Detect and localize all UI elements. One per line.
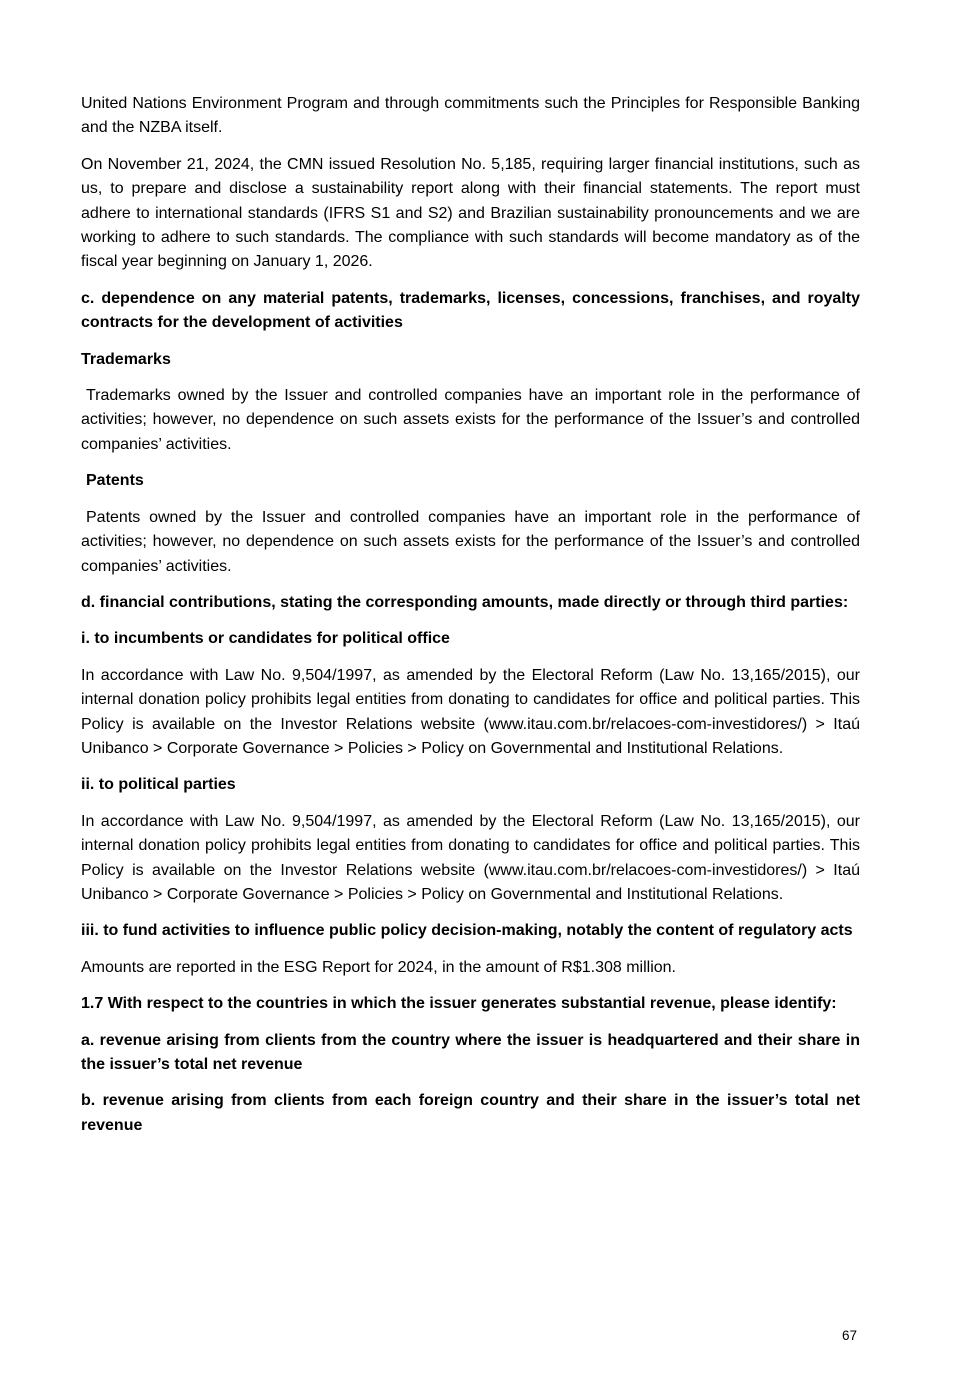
section-heading: a. revenue arising from clients from the country where the issuer is headquartered and their share in the issuer’s total net revenue bbox=[81, 1031, 860, 1073]
page-number: 67 bbox=[841, 1328, 857, 1343]
section-heading: 1.7 With respect to the countries in which the issuer generates substantial revenue, please identify: bbox=[81, 995, 837, 1013]
document-body bbox=[81, 92, 860, 1150]
section-heading: Trademarks bbox=[81, 350, 171, 368]
body-paragraph: Patents owned by the Issuer and controlled companies have an important role in the performance of activities; however, no dependence on such assets exists for the performance of the Issuer’s and controlled companies’ activities. bbox=[81, 508, 860, 575]
section-heading: b. revenue arising from clients from each foreign country and their share in the issuer’s total net revenue bbox=[81, 1092, 860, 1134]
section-heading: i. to incumbents or candidates for political office bbox=[81, 630, 450, 648]
section-heading: d. financial contributions, stating the corresponding amounts, made directly or through third parties: bbox=[81, 593, 849, 611]
section-heading: ii. to political parties bbox=[81, 776, 236, 794]
body-paragraph: Trademarks owned by the Issuer and controlled companies have an important role in the performance of activities; however, no dependence on such assets exists for the performance of the Issuer’s and controlled companies’ activities. bbox=[81, 387, 860, 453]
body-paragraph: In accordance with Law No. 9,504/1997, as amended by the Electoral Reform (Law No. 13,165/2015), our internal donation policy prohibits legal entities from donating to candidates for office and political parties. This Policy is available on the Investor Relations website (www.itau.com.br/relacoes-com-investidores/) > Itaú Unibanco > Corporate Governance > Policies > Policy on Governmental and Institutional Relations. bbox=[81, 666, 860, 757]
body-paragraph: On November 21, 2024, the CMN issued Resolution No. 5,185, requiring larger financial institutions, such as us, to prepare and disclose a sustainability report along with their financial statements. The report must adhere to international standards (IFRS S1 and S2) and Brazilian sustainability pronouncements and we are working to adhere to such standards. The compliance with such standards will become mandatory as of the fiscal year beginning on January 1, 2026. bbox=[81, 155, 860, 271]
body-paragraph: Amounts are reported in the ESG Report for 2024, in the amount of R$1.308 million. bbox=[81, 958, 676, 976]
section-heading: c. dependence on any material patents, trademarks, licenses, concessions, franchises, and royalty contracts for the development of activities bbox=[81, 289, 860, 332]
section-heading: Patents bbox=[86, 472, 144, 490]
body-paragraph: United Nations Environment Program and through commitments such the Principles for Responsible Banking and the NZBA itself. bbox=[81, 95, 860, 137]
body-paragraph: In accordance with Law No. 9,504/1997, as amended by the Electoral Reform (Law No. 13,165/2015), our internal donation policy prohibits legal entities from donating to candidates for office and political parties. This Policy is available on the Investor Relations website (www.itau.com.br/relacoes-com-investidores/) > Itaú Unibanco > Corporate Governance > Policies > Policy on Governmental and Institutional Relations. bbox=[81, 812, 860, 903]
section-heading: iii. to fund activities to influence public policy decision-making, notably the content of regulatory acts bbox=[81, 922, 853, 940]
